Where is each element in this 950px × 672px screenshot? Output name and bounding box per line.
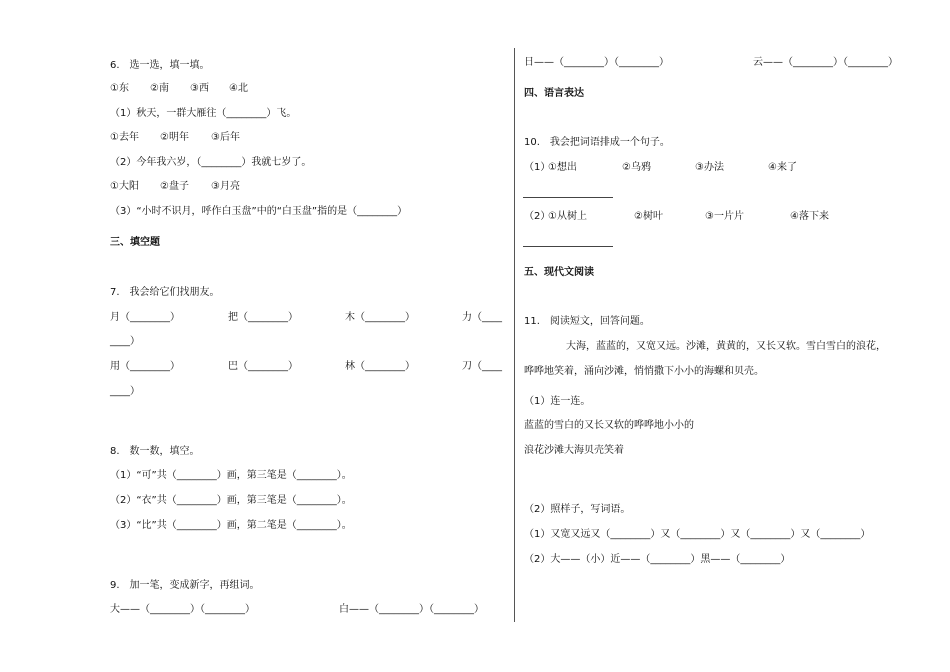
q6-option: ①大阳 xyxy=(110,181,139,192)
answer-line[interactable] xyxy=(523,197,613,198)
q7-item: 木（________） xyxy=(345,312,415,323)
q11-stem: 11. 阅读短文，回答问题。 xyxy=(524,316,650,327)
q7-item: 把（________） xyxy=(228,312,298,323)
q6-option: ②南 xyxy=(150,83,169,94)
passage-line: 哗哗地笑着，涌向沙滩，悄悄撒下小小的海螺和贝壳。 xyxy=(524,366,764,377)
q10-option: ①想出 xyxy=(548,162,577,173)
q10-option: ③办法 xyxy=(695,162,724,173)
q6-sentence-2: （2）今年我六岁，（________）我就七岁了。 xyxy=(110,157,312,168)
q11-sub-2-item: （2）大——（小）近——（________）黑——（________） xyxy=(524,554,791,565)
q6-option: ①去年 xyxy=(110,132,139,143)
section-5-heading: 五、现代文阅读 xyxy=(524,267,594,278)
q7-item-continued: ____） xyxy=(110,386,140,397)
q6-option: ②盘子 xyxy=(160,181,189,192)
q8-stem: 8. 数一数，填空。 xyxy=(110,446,200,457)
q9-stem: 9. 加一笔，变成新字，再组词。 xyxy=(110,580,260,591)
column-divider xyxy=(514,48,515,622)
q10-option: ④落下来 xyxy=(790,211,829,222)
q6-option: ②明年 xyxy=(160,132,189,143)
q10-option: ①从树上 xyxy=(548,211,587,222)
q7-item: 力（____ xyxy=(462,312,502,323)
q7-item: 刀（____ xyxy=(462,361,502,372)
q10-option: ③一片片 xyxy=(705,211,744,222)
q7-item: 巴（________） xyxy=(228,361,298,372)
match-words-row-2: 浪花沙滩大海贝壳笑着 xyxy=(524,445,624,456)
q6-sentence-1: （1）秋天，一群大雁往（________）飞。 xyxy=(110,108,297,119)
q6-option: ③西 xyxy=(190,83,209,94)
q6-option: ③后年 xyxy=(211,132,240,143)
q7-item: 用（________） xyxy=(110,361,180,372)
q9-item: 云——（________）（________） xyxy=(753,57,898,68)
q8-sentence-3: （3）“比”共（________）画，第二笔是（________）。 xyxy=(110,520,352,531)
q11-sub-2-item: （1）又宽又远又（________）又（________）又（________）又（________） xyxy=(524,529,871,540)
q6-stem: 6. 选一选，填一填。 xyxy=(110,60,210,71)
match-words-row-1: 蓝蓝的雪白的又长又软的哗哗地小小的 xyxy=(524,420,694,431)
q10-stem: 10. 我会把词语排成一个句子。 xyxy=(524,137,670,148)
q10-label: （1） xyxy=(524,162,551,173)
q8-sentence-2: （2）“衣”共（________）画，第三笔是（________）。 xyxy=(110,495,352,506)
section-4-heading: 四、语言表达 xyxy=(524,88,584,99)
q6-option: ①东 xyxy=(110,83,129,94)
q7-stem: 7. 我会给它们找朋友。 xyxy=(110,287,220,298)
q7-item: 林（________） xyxy=(345,361,415,372)
section-3-heading: 三、填空题 xyxy=(110,237,160,248)
q9-item: 日——（________）（________） xyxy=(524,57,669,68)
q10-option: ②树叶 xyxy=(634,211,663,222)
passage-line: 大海，蓝蓝的，又宽又远。沙滩，黄黄的，又长又软。雪白雪白的浪花， xyxy=(566,341,886,352)
q6-sentence-3: （3）“小时不识月，呼作白玉盘”中的“白玉盘”指的是（________） xyxy=(110,206,408,217)
q6-option: ③月亮 xyxy=(211,181,240,192)
q7-item: 月（________） xyxy=(110,312,180,323)
q10-option: ②乌鸦 xyxy=(622,162,651,173)
q11-sub-2: （2）照样子，写词语。 xyxy=(524,504,631,515)
answer-line[interactable] xyxy=(523,246,613,247)
q6-option: ④北 xyxy=(229,83,248,94)
q9-item: 白——（________）（________） xyxy=(339,604,484,615)
q9-item: 大——（________）（________） xyxy=(110,604,255,615)
q11-sub-1: （1）连一连。 xyxy=(524,396,591,407)
q10-label: （2） xyxy=(524,211,551,222)
q8-sentence-1: （1）“可”共（________）画，第三笔是（________）。 xyxy=(110,470,352,481)
q10-option: ④来了 xyxy=(768,162,797,173)
q7-item-continued: ____） xyxy=(110,336,140,347)
